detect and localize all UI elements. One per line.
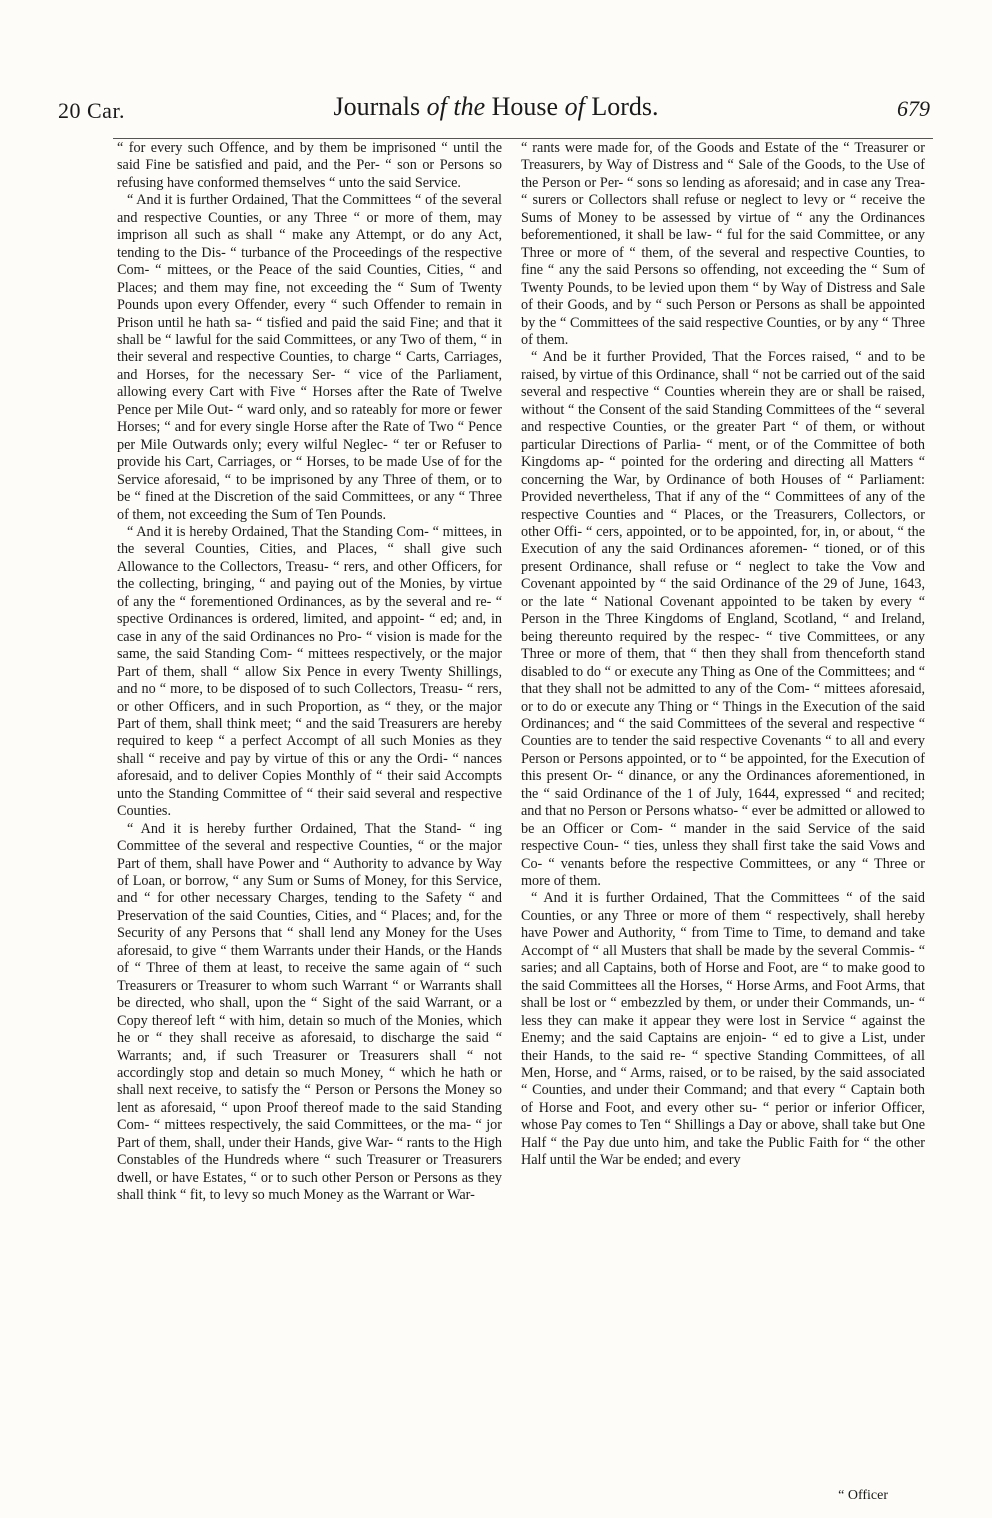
paragraph: “ And be it further Provided, That the Forces raised, “ and to be raised, by virtue of this Ordinance, shall “ not be carried out of the said several and respective “ Counties wherein they are or shall be raised, without “ the Consent of the said Standing Committees of the “ several and respective Counties, or the greater Part “ of them, or without particular Directions of Parlia- “ ment, or of the Committee of both Kingdoms ap- “ pointed for the ordering and directing all Matters “ concerning the War, by Ordinance of both Houses of “ Parliament: Provided nevertheless, That if any of the “ Committees of any of the respective Counties and “ Places, or the Treasurers, Collectors, or other Offi- “ cers, appointed, or to be appointed, for, in, or about, “ the Execution of any the said Ordinances aforemen- “ tioned, or of this present Ordinance, shall refuse or “ neglect to take the Vow and Covenant appointed by “ the said Ordinance of the 29 of June, 1643, or the late “ National Covenant appointed to be taken by every “ Person in the Three Kingdoms of England, Scotland, “ and Ireland, being thereunto required by the respec- “ tive Committees, or any Three or more of them, that “ then they shall from thenceforth stand disabled to do “ or execute any Thing as One of the Committees; and “ that they shall not be admitted to any of the Com- “ mittees aforesaid, or to do or execute any Thing or “ Things in the Execution of the said Ordinances; and “ the said Committees of the several and respective “ Counties are to tender the said respective Covenants “ to all and every Person or Persons appointed, or to “ be appointed, for the Execution of this present Or- “ dinance, or any the Ordinances aforementioned, in the “ said Ordinance of the 1 of July, 1644, expressed “ and recited; and that no Person or Persons whatso- “ ever be admitted or allowed to be an Officer or Com- “ mander in the said Service of the said respective Coun- “ ties, unless they shall first take the said Vows and Co- “ venants before the respective Committees, or any “ Three or more of them. [521,349,925,890]
paragraph: “ And it is further Ordained, That the Committees “ of the several and respective Counties, or any Three “ or more of them, may imprison all such as shall “ make any Attempt, or do any Act, tending to the Dis- “ turbance of the Proceedings of the respective Com- “ mittees, or the Peace of the said Counties, Cities, “ and Places; and them may fine, not exceeding the “ Sum of Twenty Pounds upon every Offender, every “ such Offender to remain in Prison until he hath sa- “ tisfied and paid the said Fine; and that it shall be “ lawful for the said Committees, or any Two of them, “ in their several and respective Counties, to charge “ Carts, Carriages, and Horses, for the necessary Ser- “ vice of the Parliament, allowing every Cart with Five “ Horses after the Rate of Twelve Pence per Mile Out- “ ward only, and so rateably for more or fewer Horses; “ and for every single Horse after the Rate of Two “ Pence per Mile Outwards only; every wilful Neglec- “ ter or Refuser to provide his Cart, Carriages, or “ Horses, to be made Use of for the Service aforesaid, “ to be imprisoned by any Three of them, or to be “ fined at the Discretion of the said Committees, or any “ Three of them, not exceeding the Sum of Ten Pounds. [117,192,502,523]
right-column [521,140,925,1170]
paragraph: “ for every such Offence, and by them be imprisoned “ until the said Fine be satisfied and paid, and the Per- “ son or Persons so refusing have conformed themselves “ unto the said Service. [117,140,502,191]
catchword: “ Officer [838,1488,888,1503]
title-house: House [491,92,559,121]
paragraph: “ rants were made for, of the Goods and Estate of the “ Treasurer or Treasurers, by Way of Distress and “ Sale of the Goods, to the Use of the Person or Per- “ sons so lending as aforesaid; and in case any Trea- “ surers or Collectors shall refuse or neglect to levy or “ receive the Sums of Money to be assessed by virtue of “ any the Ordinances beforementioned, it shall be law- “ ful for the said Committee, or any Three or more of “ them, of the several and respective Counties, to fine “ any the said Persons so offending, not exceeding the “ Sum of Twenty Pounds, to be levied upon them “ by Way of Distress and Sale of their Goods, and by “ such Person or Persons as shall be appointed by the “ Committees of the said respective Counties, or by any “ Three of them. [521,140,925,348]
paragraph: “ And it is further Ordained, That the Committees “ of the said Counties, or any Three or more of them “ respectively, shall hereby have Power and Authority, “ from Time to Time, to demand and take Accompt of “ all Musters that shall be made by the several Commis- “ saries; and all Captains, both of Horse and Foot, are “ to make good to the said Committees all the Horses, “ Horse Arms, and Foot Arms, that shall be lost or “ embezzled by them, or under their Commands, un- “ less they can make it appear they were lost in Service “ against the Enemy; and the said Captains are enjoin- “ ed to give a List, under their Hands, to the said re- “ spective Standing Committees, of all Men, Horse, and “ Arms, raised, or to be raised, by the said associated “ Counties, and under their Command; and that every “ Captain both of Horse and Foot, and every other su- “ perior or inferior Officer, whose Pay comes to Ten “ Shillings a Day or above, shall take but One Half “ the Pay due unto him, and take the Public Faith for “ the other Half until the War be ended; and every [521,890,925,1169]
title-of-2: of [564,92,585,121]
left-column [117,140,502,1205]
title-lords: Lords. [591,92,659,121]
title-of: of [426,92,447,121]
paragraph: “ And it is hereby further Ordained, That the Stand- “ ing Committee of the several and respective Counties, “ or the major Part of them, shall have Power and “ Authority to advance by Way of Loan, or borrow, “ any Sum or Sums of Money, for this Service, and “ for other necessary Charges, tending to the Safety “ and Preservation of the said Counties, Cities, and “ Places; and, for the Security of any Persons that “ shall lend any Money for the Uses aforesaid, to give “ them Warrants under their Hands, or the Hands of “ Three of them at least, to receive the same again of “ such Treasurers or Treasurer to whom such Warrant “ or Warrants shall be directed, who shall, upon the “ Sight of the said Warrant, or a Copy thereof left “ with him, detain so much of the Monies, which he or “ they shall receive as aforesaid, to discharge the said “ Warrants; and, if such Treasurer or Treasurers shall “ not accordingly stop and detain so much Money, “ which he hath or shall next receive, to satisfy the “ Person or Persons the Money so lent as aforesaid, “ upon Proof thereof made to the said Standing Com- “ mittees respectively, the said Committees, or the ma- “ jor Part of them, shall, under their Hands, give War- “ rants to the High Constables of the Hundreds where “ such Treasurer or Treasurers dwell, or have Estates, “ or to such other Person or Persons as they shall think “ fit, to levy so much Money as the Warrant or War- [117,820,502,1204]
title-journals: Journals [333,92,421,121]
page-number: 679 [897,96,930,121]
page-header [0,92,992,136]
header-rule [113,138,933,139]
running-title [0,92,992,122]
title-the: the [453,92,486,121]
regnal-year: 20 Car. [58,98,126,123]
paragraph: “ And it is hereby Ordained, That the Standing Com- “ mittees, in the several Counties, Cities, and Places, “ shall give such Allowance to the Collectors, Treasu- “ rers, and other Officers, for the collecting, bringing, “ and paying out of the Monies, by virtue of any the “ forementioned Ordinances, as by the several and re- “ spective Ordinances is ordered, limited, and appoint- “ ed; and, in case in any of the said Ordinances no Pro- “ vision is made for the same, the said Standing Com- “ mittees respectively, or the major Part of them, shall “ allow Six Pence in every Twenty Shillings, and no “ more, to be disposed of to such Collectors, Treasu- “ rers, or other Officers, and in such Proportion, as “ they, or the major Part of them, shall think meet; “ and the said Treasurers are hereby required to keep “ a perfect Accompt of all such Monies as they shall “ receive and pay by virtue of this or any the Ordi- “ nances aforesaid, and to deliver Copies Monthly of “ their said Accompts unto the Standing Committee of “ their said several and respective Counties. [117,523,502,820]
